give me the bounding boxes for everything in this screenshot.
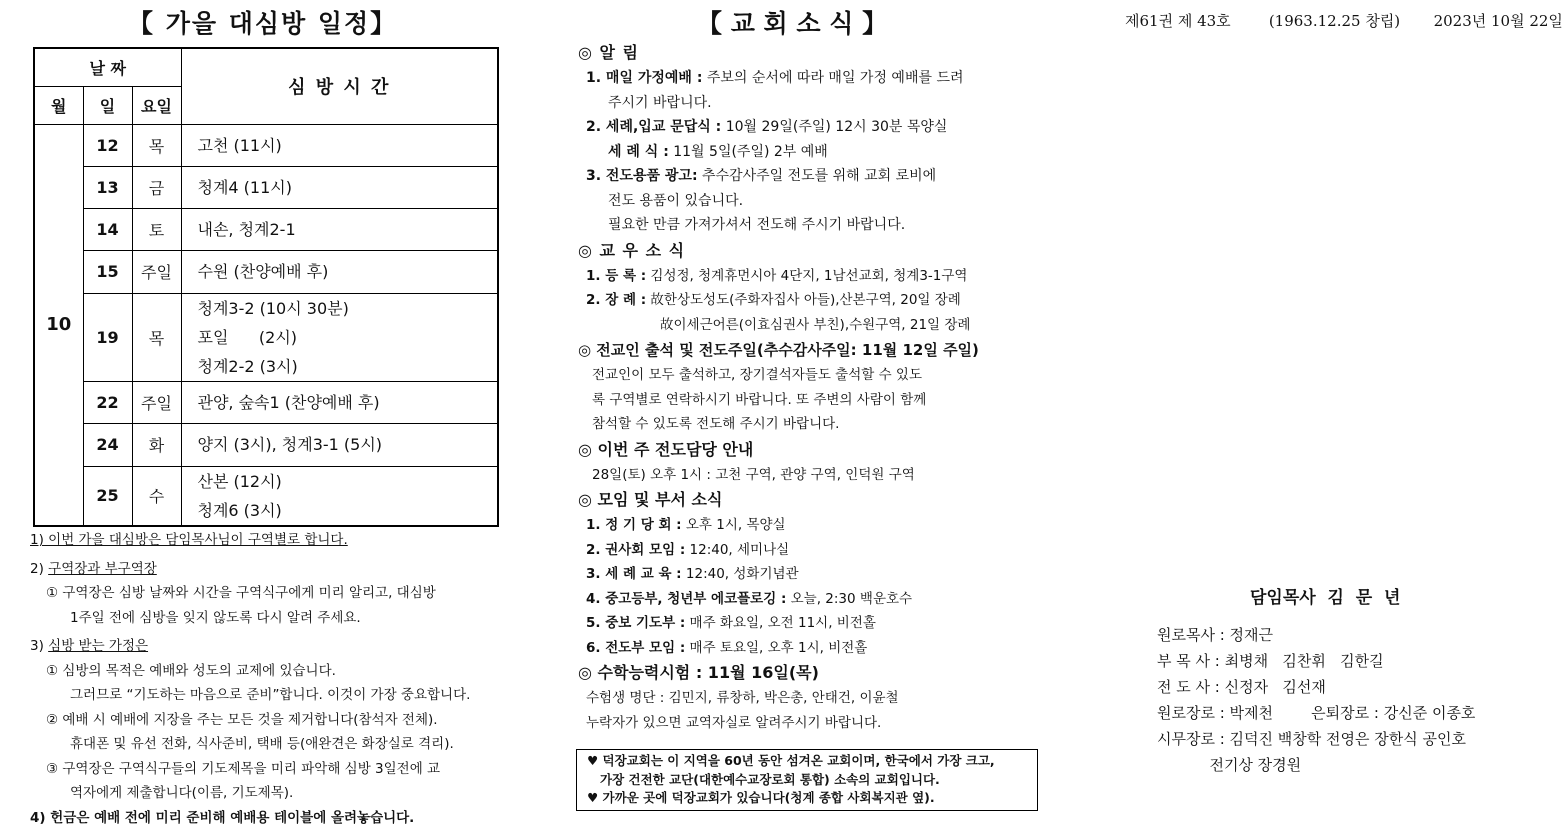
weekday-cell: 주일 <box>132 381 181 423</box>
church-news-title: 【 교 회 소 식 】 <box>697 4 887 40</box>
weekday-cell: 목 <box>132 293 181 381</box>
table-row <box>34 381 498 423</box>
item-text: 김성정, 청계휴먼시아 4단지, 1남선교회, 청계3-1구역 <box>646 268 967 284</box>
item-label: 1. 정 기 당 회 : <box>586 517 682 533</box>
meeting-item <box>578 587 1033 612</box>
visit-time-line: 청계2-2 (3시) <box>198 352 498 381</box>
section-heading-duty: ◎ 이번 주 전도담당 안내 <box>578 437 1033 463</box>
table-row <box>34 208 498 250</box>
weekday-cell: 목 <box>132 124 181 166</box>
staff-row: 시무장로 : 김덕진 백창학 전영은 장한식 공인호 <box>1157 726 1475 752</box>
meeting-item <box>578 513 1033 538</box>
senior-pastor: 담임목사 김 문 년 <box>1250 583 1400 608</box>
note-number: 2) <box>30 561 48 577</box>
note-number: 3) <box>30 638 48 654</box>
issue-volume: 제61권 제 43호 <box>1125 12 1231 30</box>
item-text: 오늘, 2:30 백운호수 <box>786 591 912 607</box>
notice-item <box>578 66 1033 91</box>
visit-time-cell: 고천 (11시) <box>181 124 498 166</box>
visit-time-cell <box>181 466 498 526</box>
table-row <box>34 250 498 293</box>
visit-time-cell: 수원 (찬양예배 후) <box>181 250 498 293</box>
day-cell: 15 <box>83 250 132 293</box>
item-label: 2. 장 례 : <box>586 292 646 308</box>
note-3-line: 그러므로 “기도하는 마음으로 준비”합니다. 이것이 가장 중요합니다. <box>30 683 520 708</box>
church-info-box <box>576 749 1038 811</box>
note-heading: 구역장과 부구역장 <box>48 561 157 577</box>
evangelism-text: 록 구역별로 연락하시기 바랍니다. 또 주변의 사람이 함께 <box>578 388 1033 413</box>
item-text: 오후 1시, 목양실 <box>682 517 786 533</box>
item-text: 주보의 순서에 따라 매일 가정 예배를 드려 <box>702 70 963 86</box>
notice-item-cont: 주시기 바랍니다. <box>578 91 1033 116</box>
note-3-line: ③ 구역장은 구역식구들의 기도제목을 미리 파악해 심방 3일전에 교 <box>30 757 520 782</box>
item-label: 6. 전도부 모임 : <box>586 640 685 656</box>
day-cell: 12 <box>83 124 132 166</box>
section-heading-exam: ◎ 수학능력시험 : 11월 16일(목) <box>578 660 1033 686</box>
meeting-item <box>578 562 1033 587</box>
day-cell: 14 <box>83 208 132 250</box>
note-4: 4) 헌금은 예배 전에 미리 준비해 예배용 테이블에 올려놓습니다. <box>30 806 520 830</box>
notice-item-cont: 필요한 만큼 가져가셔서 전도해 주시기 바랍니다. <box>578 213 1033 238</box>
note-1: 1) 이번 가을 대심방은 담임목사님이 구역별로 합니다. <box>30 528 520 553</box>
weekday-cell: 수 <box>132 466 181 526</box>
header-month: 월 <box>34 86 83 124</box>
day-cell: 19 <box>83 293 132 381</box>
note-2-line: 1주일 전에 심방을 잊지 않도록 다시 알려 주세요. <box>30 606 520 631</box>
visit-time-cell: 내손, 청계2-1 <box>181 208 498 250</box>
item-text: 12:40, 세미나실 <box>685 542 789 558</box>
members-item-cont: 故이세근어른(이효심권사 부친),수원구역, 21일 장례 <box>578 313 1033 338</box>
weekday-cell: 토 <box>132 208 181 250</box>
members-item <box>578 264 1033 289</box>
table-row <box>34 423 498 466</box>
weekday-cell: 금 <box>132 166 181 208</box>
staff-row: 부 목 사 : 최병채 김찬휘 김한길 <box>1157 648 1475 674</box>
note-2-heading <box>30 557 520 582</box>
issue-founded: (1963.12.25 창립) <box>1269 12 1400 30</box>
weekday-cell: 화 <box>132 423 181 466</box>
visit-time-line: 청계3-2 (10시 30분) <box>198 294 498 323</box>
staff-row: 원로목사 : 정재근 <box>1157 622 1475 648</box>
section-heading-notice: ◎ 알 림 <box>578 40 1033 66</box>
meeting-item <box>578 611 1033 636</box>
visit-time-line: 산본 (12시) <box>198 467 498 496</box>
item-label: 1. 매일 가정예배 : <box>586 70 702 86</box>
staff-list <box>1157 622 1475 778</box>
item-text: 12:40, 성화기념관 <box>682 566 799 582</box>
note-3-line: 역자에게 제출합니다(이름, 기도제목). <box>30 781 520 806</box>
notice-item-cont: 전도 용품이 있습니다. <box>578 189 1033 214</box>
item-text: 매주 토요일, 오후 1시, 비전홀 <box>685 640 867 656</box>
header-weekday: 요일 <box>132 86 181 124</box>
note-3-line: ① 심방의 목적은 예배와 성도의 교제에 있습니다. <box>30 659 520 684</box>
visit-time-cell: 양지 (3시), 청계3-1 (5시) <box>181 423 498 466</box>
header-date: 날 짜 <box>34 48 181 86</box>
evangelism-text: 전교인이 모두 출석하고, 장기결석자들도 출석할 수 있도 <box>578 363 1033 388</box>
members-item <box>578 288 1033 313</box>
visitation-title: 【 가을 대심방 일정】 <box>128 4 397 40</box>
weekday-cell: 주일 <box>132 250 181 293</box>
notice-item-cont <box>578 140 1033 165</box>
table-row <box>34 466 498 526</box>
meeting-item <box>578 636 1033 661</box>
note-3-line: 휴대폰 및 유선 전화, 식사준비, 택배 등(애완견은 화장실로 격리). <box>30 732 520 757</box>
visit-time-cell <box>181 293 498 381</box>
day-cell: 25 <box>83 466 132 526</box>
visitation-schedule-table <box>33 47 499 527</box>
item-label: 세 례 식 : <box>608 144 669 160</box>
info-line: ♥ 가까운 곳에 덕장교회가 있습니다(청계 종합 사회복지관 옆). <box>587 789 1031 808</box>
item-label: 4. 중고등부, 청년부 에코플로깅 : <box>586 591 786 607</box>
visitation-notes <box>30 528 520 830</box>
exam-text: 누락자가 있으면 교역자실로 알려주시기 바랍니다. <box>578 711 1033 736</box>
item-text: 매주 화요일, 오전 11시, 비전홀 <box>685 615 876 631</box>
month-cell: 10 <box>34 124 83 526</box>
visit-time-cell: 관양, 숲속1 (찬양예배 후) <box>181 381 498 423</box>
item-label: 1. 등 록 : <box>586 268 646 284</box>
item-label: 2. 세례,입교 문답식 : <box>586 119 721 135</box>
evangelism-text: 참석할 수 있도록 전도해 주시기 바랍니다. <box>578 412 1033 437</box>
day-cell: 13 <box>83 166 132 208</box>
item-text: 故한상도성도(주화자집사 아들),산본구역, 20일 장례 <box>646 292 961 308</box>
issue-date: 2023년 10월 22일 <box>1434 12 1563 30</box>
staff-row: 전기상 장경원 <box>1157 752 1475 778</box>
staff-row: 원로장로 : 박제천 은퇴장로 : 강신준 이종호 <box>1157 700 1475 726</box>
note-heading: 심방 받는 가정은 <box>48 638 148 654</box>
info-line: ♥ 덕장교회는 이 지역을 60년 동안 섬겨온 교회이며, 한국에서 가장 크고, <box>587 752 1031 771</box>
visit-time-line: 포일 (2시) <box>198 323 498 352</box>
item-label: 5. 중보 기도부 : <box>586 615 685 631</box>
exam-text: 수험생 명단 : 김민지, 류창하, 박은총, 안태건, 이윤철 <box>578 686 1033 711</box>
item-text: 11월 5일(주일) 2부 예배 <box>669 144 828 160</box>
staff-row: 전 도 사 : 신정자 김선재 <box>1157 674 1475 700</box>
header-schedule: 심 방 시 간 <box>181 48 498 124</box>
table-row <box>34 166 498 208</box>
item-text: 추수감사주일 전도를 위해 교회 로비에 <box>698 168 937 184</box>
church-news <box>578 40 1033 735</box>
table-row <box>34 293 498 381</box>
notice-item <box>578 164 1033 189</box>
note-2-line: ① 구역장은 심방 날짜와 시간을 구역식구에게 미리 알리고, 대심방 <box>30 581 520 606</box>
item-label: 3. 세 례 교 육 : <box>586 566 682 582</box>
section-heading-meetings: ◎ 모임 및 부서 소식 <box>578 487 1033 513</box>
day-cell: 22 <box>83 381 132 423</box>
visit-time-line: 청계6 (3시) <box>198 496 498 525</box>
day-cell: 24 <box>83 423 132 466</box>
item-text: 10월 29일(주일) 12시 30분 목양실 <box>721 119 947 135</box>
visit-time-cell: 청계4 (11시) <box>181 166 498 208</box>
note-3-heading <box>30 634 520 659</box>
meeting-item <box>578 538 1033 563</box>
item-label: 2. 권사회 모임 : <box>586 542 685 558</box>
duty-text: 28일(토) 오후 1시 : 고천 구역, 관양 구역, 인덕원 구역 <box>578 463 1033 488</box>
section-heading-members: ◎ 교 우 소 식 <box>578 238 1033 264</box>
issue-info <box>1125 10 1563 31</box>
item-label: 3. 전도용품 광고: <box>586 168 698 184</box>
notice-item <box>578 115 1033 140</box>
table-row <box>34 124 498 166</box>
section-heading-evangelism: ◎ 전교인 출석 및 전도주일(추수감사주일: 11월 12일 주일) <box>578 337 1033 363</box>
header-day: 일 <box>83 86 132 124</box>
info-line: 가장 건전한 교단(대한예수교장로회 통합) 소속의 교회입니다. <box>587 771 1031 790</box>
note-3-line: ② 예배 시 예배에 지장을 주는 모든 것을 제거합니다(참석자 전체). <box>30 708 520 733</box>
